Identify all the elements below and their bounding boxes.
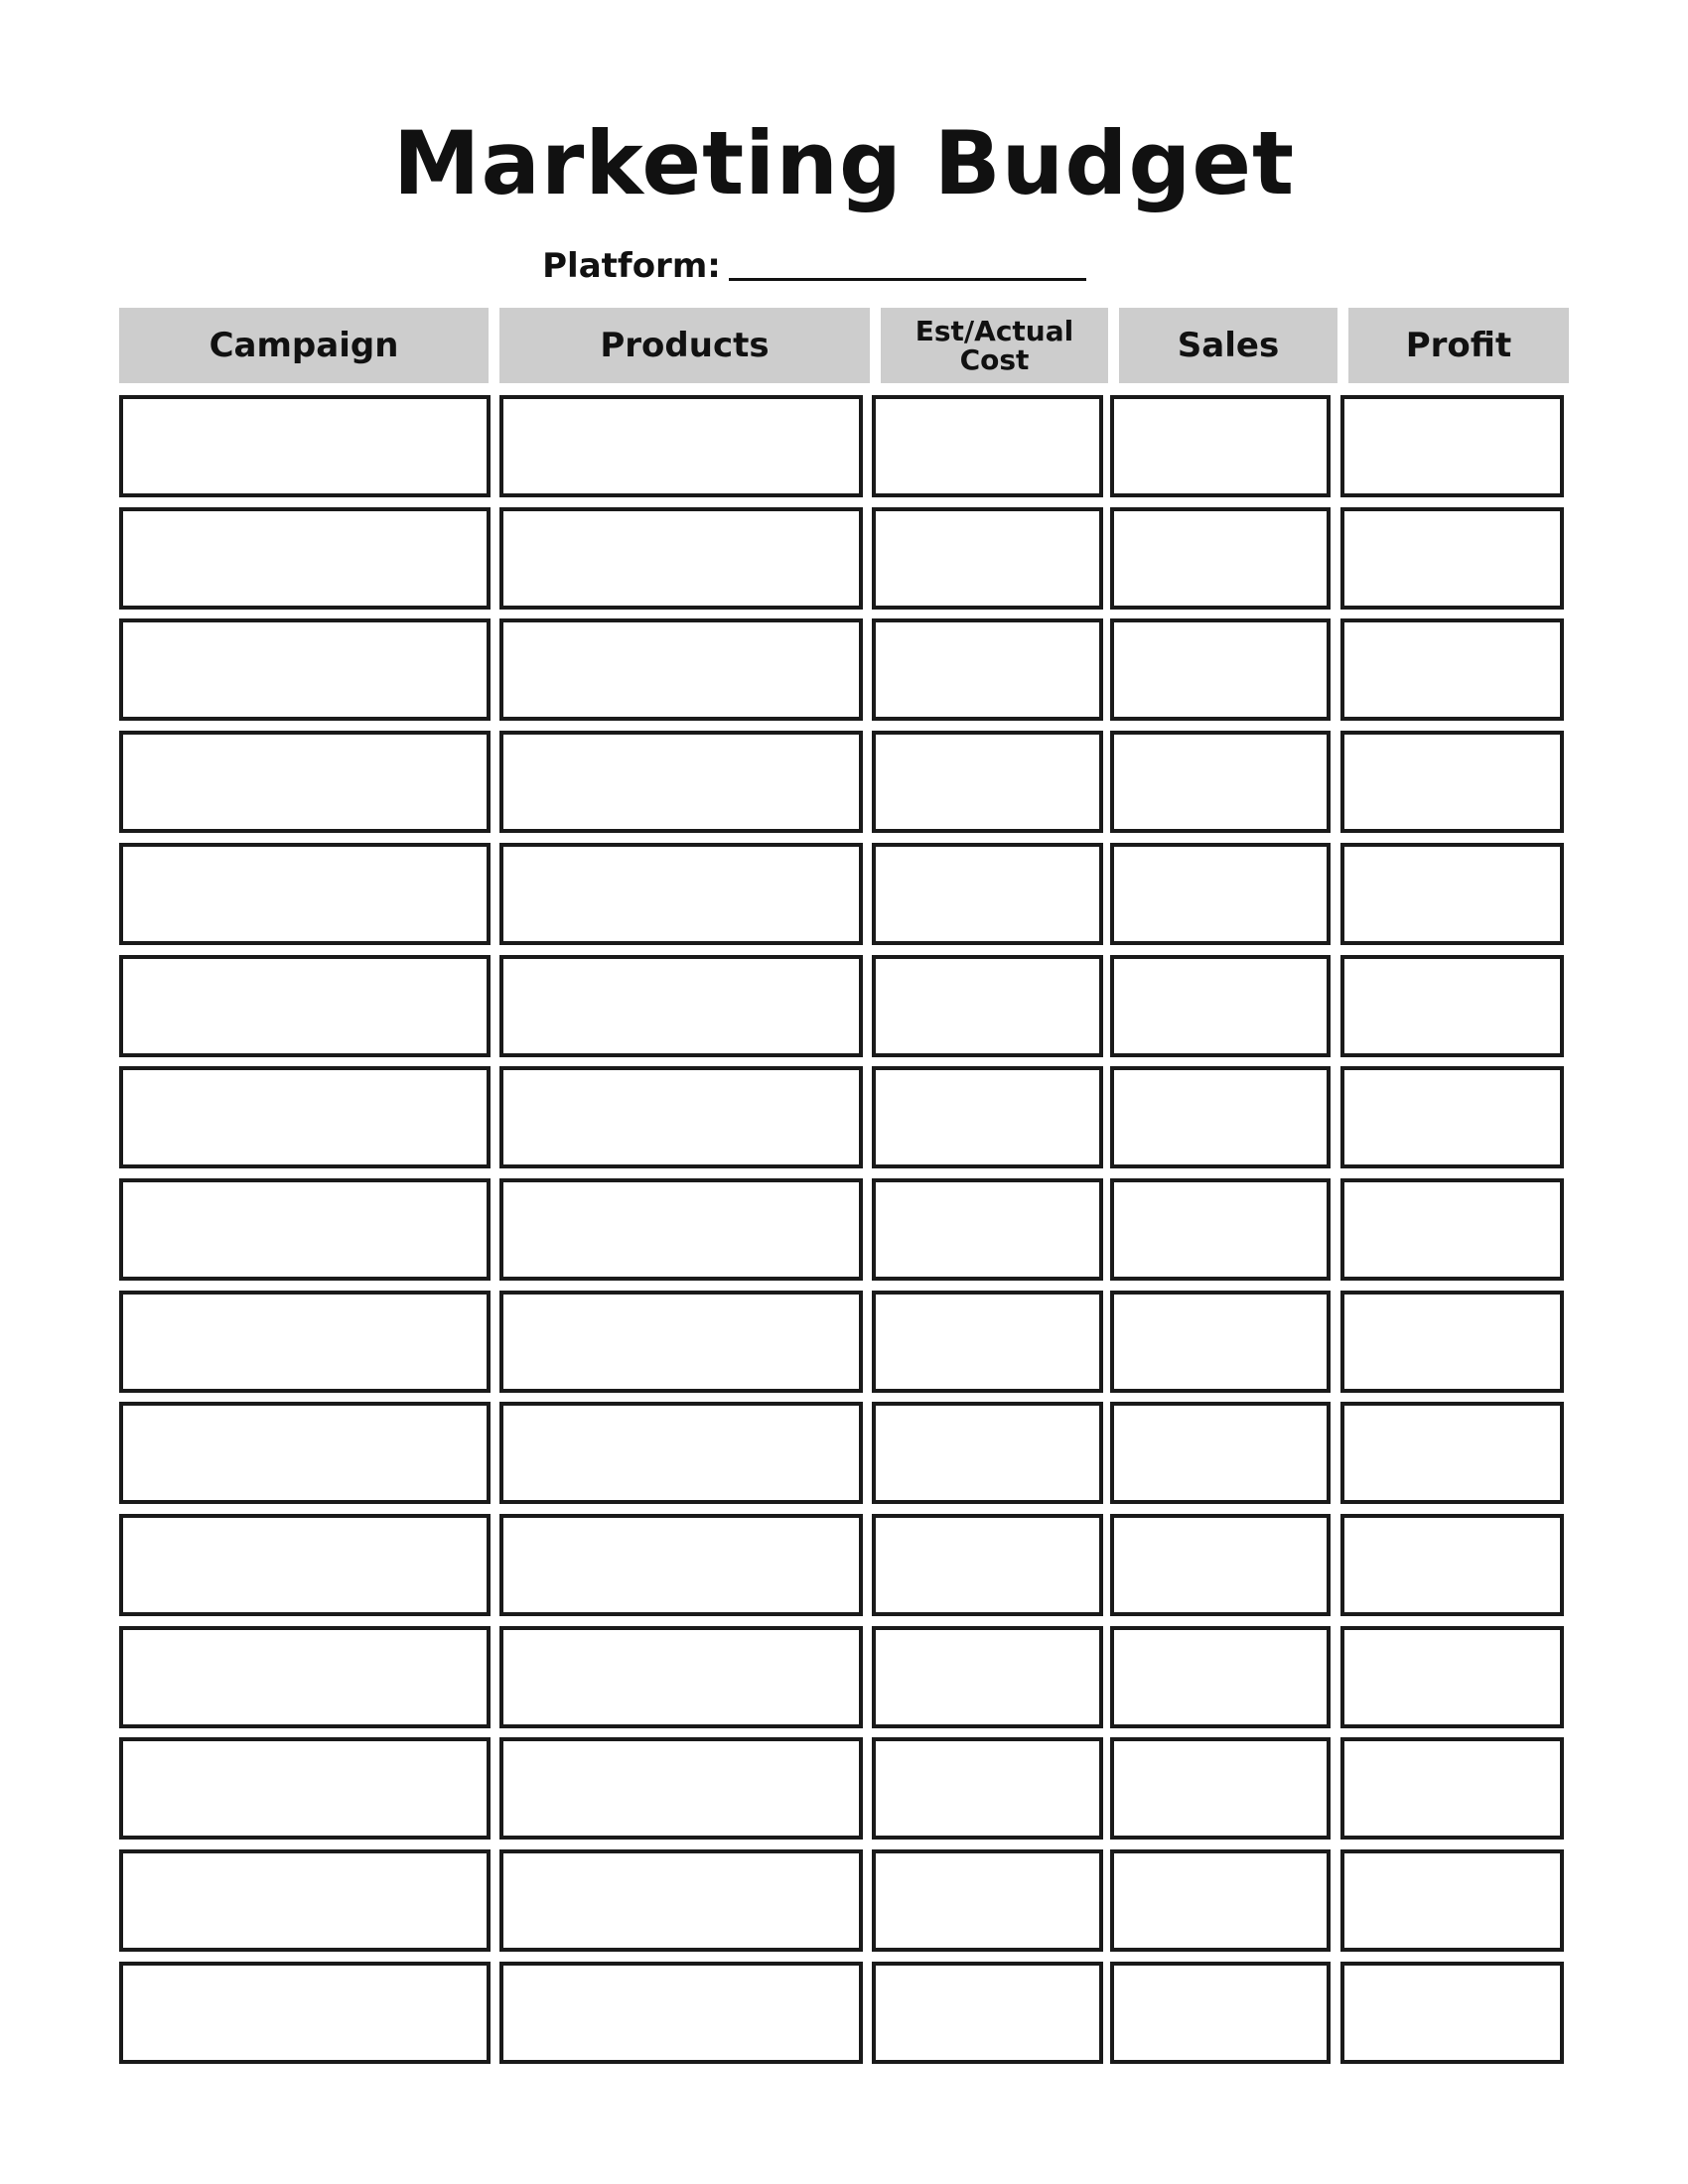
column-header-products: Products bbox=[499, 308, 870, 383]
table-cell-sales[interactable] bbox=[1110, 1626, 1331, 1728]
table-cell-sales[interactable] bbox=[1110, 1291, 1331, 1393]
column-header-campaign: Campaign bbox=[119, 308, 489, 383]
table-cell-sales[interactable] bbox=[1110, 843, 1331, 945]
page-title: Marketing Budget bbox=[392, 112, 1296, 214]
platform-label: Platform: bbox=[542, 246, 721, 286]
column-header-profit: Profit bbox=[1348, 308, 1569, 383]
table-cell-sales[interactable] bbox=[1110, 1402, 1331, 1504]
table-cell-profit[interactable] bbox=[1340, 1291, 1564, 1393]
table-cell-campaign[interactable] bbox=[119, 395, 491, 497]
table-cell-sales[interactable] bbox=[1110, 1737, 1331, 1840]
table-cell-products[interactable] bbox=[499, 1962, 863, 2064]
table-cell-campaign[interactable] bbox=[119, 843, 491, 945]
table-cell-products[interactable] bbox=[499, 1849, 863, 1952]
table-cell-profit[interactable] bbox=[1340, 1626, 1564, 1728]
table-cell-sales[interactable] bbox=[1110, 1178, 1331, 1281]
table-cell-cost[interactable] bbox=[872, 1849, 1103, 1952]
table-cell-products[interactable] bbox=[499, 1626, 863, 1728]
table-cell-cost[interactable] bbox=[872, 1514, 1103, 1616]
table-cell-profit[interactable] bbox=[1340, 1066, 1564, 1168]
table-cell-sales[interactable] bbox=[1110, 1962, 1331, 2064]
table-cell-cost[interactable] bbox=[872, 1626, 1103, 1728]
table-cell-sales[interactable] bbox=[1110, 507, 1331, 610]
table-cell-sales[interactable] bbox=[1110, 1849, 1331, 1952]
column-header-sales: Sales bbox=[1119, 308, 1337, 383]
column-header-cost-line2: Cost bbox=[959, 343, 1030, 376]
table-cell-campaign[interactable] bbox=[119, 1962, 491, 2064]
table-cell-cost[interactable] bbox=[872, 507, 1103, 610]
table-cell-cost[interactable] bbox=[872, 1737, 1103, 1840]
table-cell-cost[interactable] bbox=[872, 618, 1103, 721]
table-cell-cost[interactable] bbox=[872, 1066, 1103, 1168]
table-cell-campaign[interactable] bbox=[119, 1178, 491, 1281]
table-cell-campaign[interactable] bbox=[119, 955, 491, 1057]
table-cell-cost[interactable] bbox=[872, 843, 1103, 945]
table-cell-profit[interactable] bbox=[1340, 1402, 1564, 1504]
table-cell-campaign[interactable] bbox=[119, 1402, 491, 1504]
table-cell-products[interactable] bbox=[499, 618, 863, 721]
table-cell-profit[interactable] bbox=[1340, 1849, 1564, 1952]
table-cell-cost[interactable] bbox=[872, 955, 1103, 1057]
table-header bbox=[119, 308, 1569, 383]
table-cell-campaign[interactable] bbox=[119, 1849, 491, 1952]
table-cell-sales[interactable] bbox=[1110, 1514, 1331, 1616]
table-cell-campaign[interactable] bbox=[119, 1626, 491, 1728]
table-cell-sales[interactable] bbox=[1110, 1066, 1331, 1168]
table-cell-products[interactable] bbox=[499, 1066, 863, 1168]
table-cell-products[interactable] bbox=[499, 1737, 863, 1840]
table-cell-products[interactable] bbox=[499, 395, 863, 497]
table-cell-campaign[interactable] bbox=[119, 507, 491, 610]
table-cell-cost[interactable] bbox=[872, 1962, 1103, 2064]
table-cell-profit[interactable] bbox=[1340, 731, 1564, 833]
table-cell-products[interactable] bbox=[499, 1402, 863, 1504]
table-cell-sales[interactable] bbox=[1110, 395, 1331, 497]
table-cell-campaign[interactable] bbox=[119, 1066, 491, 1168]
table-cell-campaign[interactable] bbox=[119, 731, 491, 833]
table-cell-campaign[interactable] bbox=[119, 618, 491, 721]
table-cell-campaign[interactable] bbox=[119, 1291, 491, 1393]
table-cell-sales[interactable] bbox=[1110, 618, 1331, 721]
table-cell-profit[interactable] bbox=[1340, 1178, 1564, 1281]
table-cell-campaign[interactable] bbox=[119, 1737, 491, 1840]
table-cell-profit[interactable] bbox=[1340, 843, 1564, 945]
table-cell-cost[interactable] bbox=[872, 1178, 1103, 1281]
table-cell-cost[interactable] bbox=[872, 395, 1103, 497]
table-cell-profit[interactable] bbox=[1340, 507, 1564, 610]
table-cell-campaign[interactable] bbox=[119, 1514, 491, 1616]
table-cell-sales[interactable] bbox=[1110, 955, 1331, 1057]
table-cell-profit[interactable] bbox=[1340, 1514, 1564, 1616]
table-cell-products[interactable] bbox=[499, 1514, 863, 1616]
table-cell-profit[interactable] bbox=[1340, 1737, 1564, 1840]
table-cell-products[interactable] bbox=[499, 955, 863, 1057]
table-cell-profit[interactable] bbox=[1340, 1962, 1564, 2064]
table-cell-products[interactable] bbox=[499, 731, 863, 833]
table-cell-profit[interactable] bbox=[1340, 618, 1564, 721]
table-cell-profit[interactable] bbox=[1340, 955, 1564, 1057]
table-cell-cost[interactable] bbox=[872, 731, 1103, 833]
table-cell-profit[interactable] bbox=[1340, 395, 1564, 497]
column-header-cost bbox=[881, 308, 1108, 383]
column-header-cost-line1: Est/Actual bbox=[914, 315, 1074, 347]
table-cell-products[interactable] bbox=[499, 843, 863, 945]
table-cell-products[interactable] bbox=[499, 1178, 863, 1281]
table-cell-products[interactable] bbox=[499, 507, 863, 610]
table-cell-products[interactable] bbox=[499, 1291, 863, 1393]
platform-field-row bbox=[0, 238, 1688, 288]
platform-input-line[interactable] bbox=[729, 278, 1086, 281]
table-cell-cost[interactable] bbox=[872, 1291, 1103, 1393]
table-cell-sales[interactable] bbox=[1110, 731, 1331, 833]
table-cell-cost[interactable] bbox=[872, 1402, 1103, 1504]
